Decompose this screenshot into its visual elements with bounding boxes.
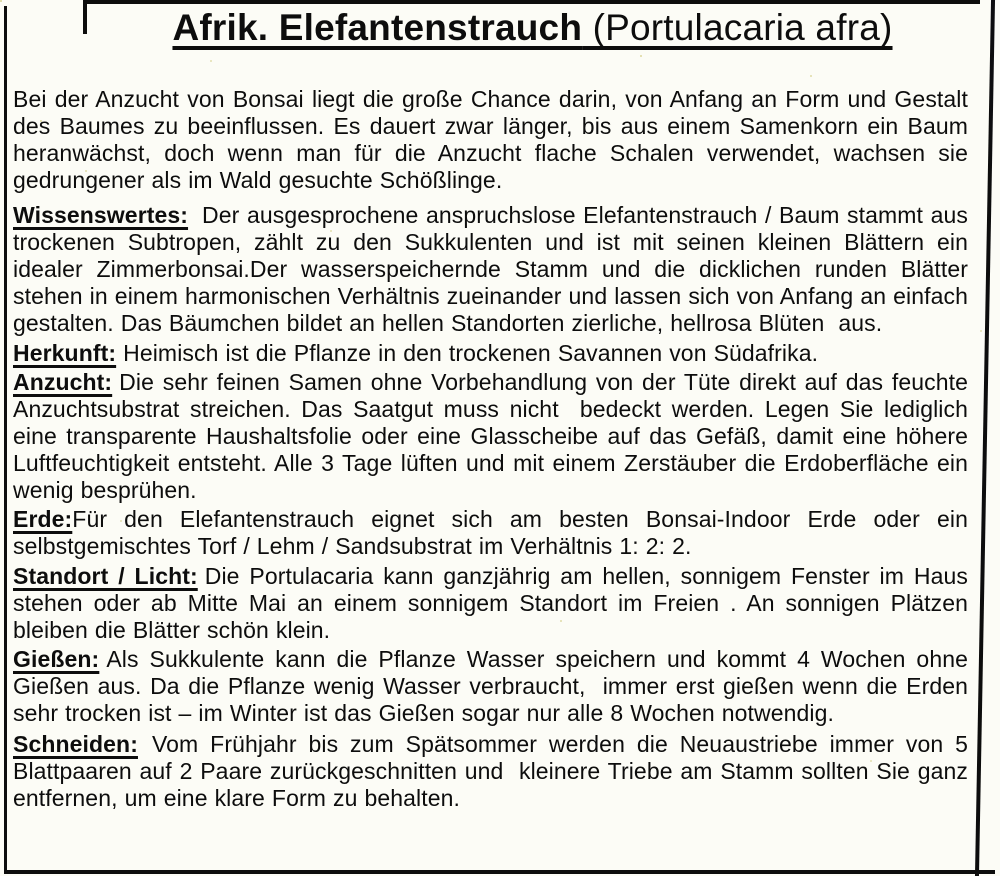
section-text-giessen: Als Sukkulente kann die Pflanze Wasser speichern und kommt 4 Wochen ohne Gießen aus. Da die Pflanze wenig Wasser verbraucht, immer erst gießen wenn die Erden sehr trocken ist – im Winter ist das Gießen sogar nur alle 8 Wochen notwendig. [13,646,975,726]
section-text-standort-licht: Die Portulacaria kann ganzjährig am hellen, sonnigem Fenster im Haus stehen oder ab Mitte Mai an einem sonnigem Standort im Freien . An sonnigen Plätzen bleiben die Blätter schön klein. [13,563,975,643]
section-label-schneiden: Schneiden: [13,731,138,757]
document-body [13,86,975,812]
section-label-wissenswertes: Wissenswertes: [13,202,189,228]
page-title [172,7,892,48]
section-label-erde: Erde: [13,506,73,532]
section-anzucht [13,369,975,504]
section-giessen [13,646,975,727]
title-box [85,6,980,58]
section-text-wissenswertes: Der ausgesprochene anspruchslose Elefantenstrauch / Baum stammt aus trockenen Subtropen, zählt zu den Sukkulenten und ist mit seinen kleinen Blättern ein idealer Zimmerbonsai.Der wasserspeichernde Stamm und die dicklichen runden Blätter stehen in einem harmonischen Verhältnis zueinander und lassen sich von Anfang an einfach gestalten. Das Bäumchen bildet an hellen Standorten zierliche, hellrosa Blüten aus. [13,202,975,336]
section-label-herkunft: Herkunft: [13,340,117,366]
section-text-herkunft: Heimisch ist die Pflanze in den trockenen Savannen von Südafrika. [123,340,819,366]
title-box-border-top [83,0,980,4]
section-text-erde: Für den Elefantenstrauch eignet sich am besten Bonsai-Indoor Erde oder ein selbstgemischtes Torf / Lehm / Sandsubstrat im Verhältnis 1: 2: 2. [13,506,975,559]
section-herkunft [13,340,968,367]
page-border-right [975,0,995,876]
scan-speckles [0,0,2,2]
section-label-giessen: Gießen: [13,646,100,672]
section-schneiden [13,731,975,812]
section-text-schneiden: Vom Frühjahr bis zum Spätsommer werden die Neuaustriebe immer von 5 Blattpaaren auf 2 Paare zurückgeschnitten und kleinere Triebe am Stamm sollten Sie ganz entfernen, um eine klare Form zu behalten. [13,731,975,811]
section-standort-licht [13,563,975,644]
section-wissenswertes [13,202,975,337]
page-title-latin: (Portulacaria afra) [582,7,893,48]
section-text-anzucht: Die sehr feinen Samen ohne Vorbehandlung von der Tüte direkt auf das feuchte Anzuchtsubstrat streichen. Das Saatgut muss nicht bedeckt werden. Legen Sie lediglich eine transparente Haushaltsfolie oder eine Glasscheibe auf das Gefäß, damit eine höhere Luftfeuchtigkeit entsteht. Alle 3 Tage lüften und mit einem Zerstäuber die Erdoberfläche ein wenig besprühen. [13,369,975,503]
section-erde [13,506,975,560]
section-label-anzucht: Anzucht: [13,369,113,395]
intro-paragraph [13,86,975,194]
page-border-bottom [4,870,995,874]
section-label-standort-licht: Standort / Licht: [13,563,198,589]
intro-text: Bei der Anzucht von Bonsai liegt die große Chance darin, von Anfang an Form und Gestalt des Baumes zu beeinflussen. Es dauert zwar länger, bis aus einem Samenkorn ein Baum heranwächst, doch wenn man für die Anzucht flache Schalen verwendet, wachsen sie gedrungener als im Wald gesuchte Schößlinge. [13,86,975,193]
page-title-german: Afrik. Elefantenstrauch [172,7,583,48]
page-border-left [4,6,7,872]
